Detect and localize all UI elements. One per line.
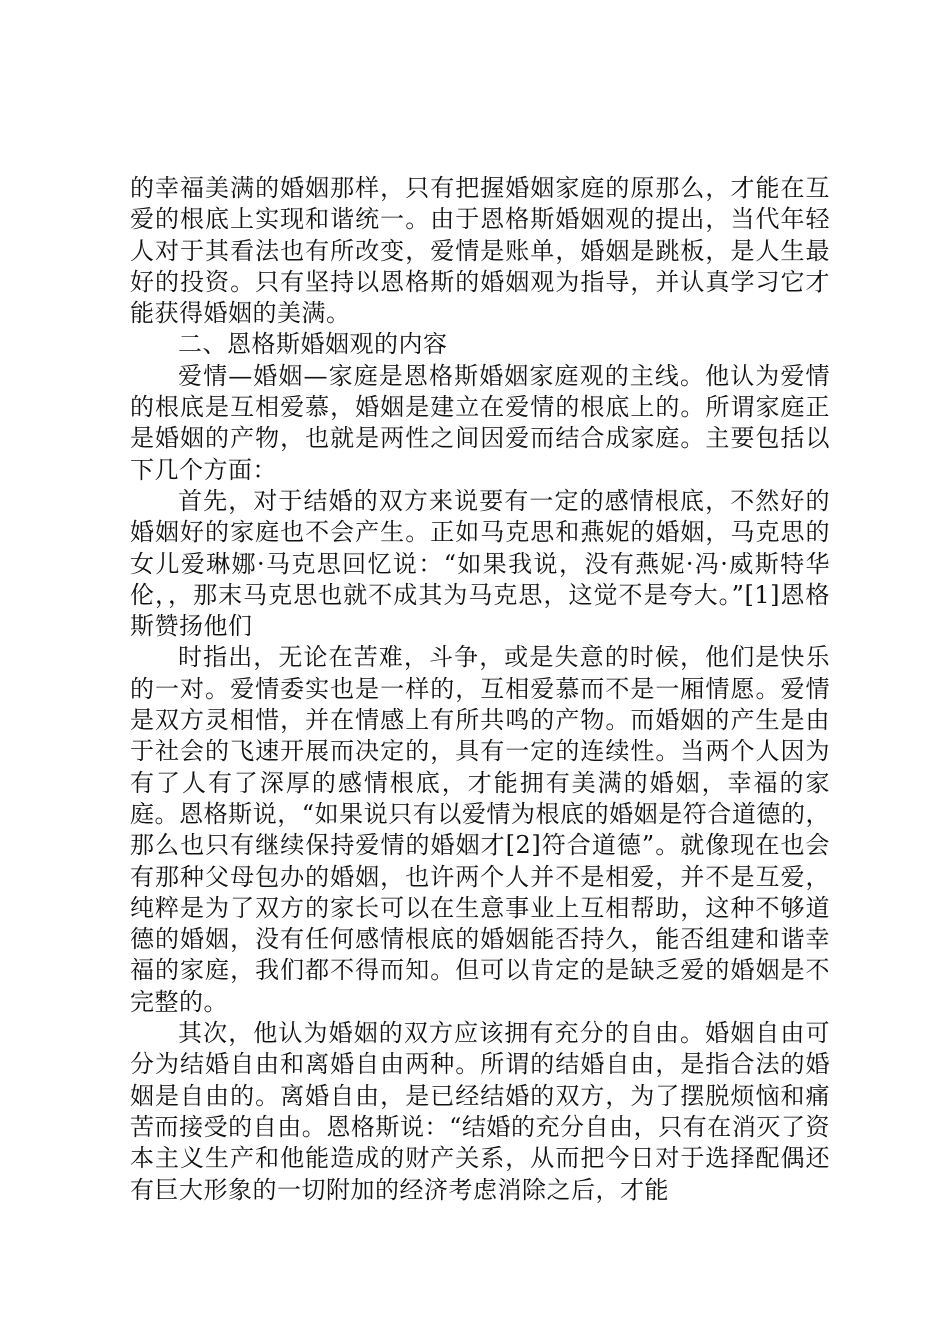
paragraph-first-point: 首先，对于结婚的双方来说要有一定的感情根底，不然好的婚姻好的家庭也不会产生。正如马克思和燕妮的婚姻，马克思的女儿爱琳娜·马克思回忆说：“如果我说，没有燕妮·冯·威斯特华伦，，那末马克思也就不成其为马克思，这觉不是夸大。”[1]恩格斯赞扬他们 (130, 486, 830, 641)
section-heading: 二、恩格斯婚姻观的内容 (178, 330, 448, 359)
paragraph-continuation: 的幸福美满的婚姻那样，只有把握婚姻家庭的原那么，才能在互爱的根底上实现和谐统一。由于恩格斯婚姻观的提出，当代年轻人对于其看法也有所改变，爱情是账单，婚姻是跳板，是人生最好的投资。只有坚持以恩格斯的婚姻观为指导，并认真学习它才能获得婚姻的美满。 (130, 174, 830, 328)
document-body (130, 173, 830, 1206)
paragraph-first-point-continued: 时指出，无论在苦难，斗争，或是失意的时候，他们是快乐的一对。爱情委实也是一样的，互相爱慕而不是一厢情愿。爱情是双方灵相惜，并在情感上有所共鸣的产物。而婚姻的产生是由于社会的飞速开展而决定的，具有一定的连续性。当两个人因为有了人有了深厚的感情根底，才能拥有美满的婚姻，幸福的家庭。恩格斯说，“如果说只有以爱情为根底的婚姻是符合道德的，那么也只有继续保持爱情的婚姻才[2]符合道德”。就像现在也会有那种父母包办的婚姻，也许两个人并不是相爱，并不是互爱，纯粹是为了双方的家长可以在生意事业上互相帮助，这种不够道德的婚姻，没有任何感情根底的婚姻能否持久，能否组建和谐幸福的家庭，我们都不得而知。但可以肯定的是缺乏爱的婚姻是不完整的。 (130, 643, 830, 1016)
paragraph-second-point: 其次，他认为婚姻的双方应该拥有充分的自由。婚姻自由可分为结婚自由和离婚自由两种。所谓的结婚自由，是指合法的婚姻是自由的。离婚自由，是已经结婚的双方，为了摆脱烦恼和痛苦而接受的自由。恩格斯说：“结婚的充分自由，只有在消灭了资本主义生产和他能造成的财产关系，从而把今日对于选择配偶还有巨大形象的一切附加的经济考虑消除之后，才能 (130, 1019, 830, 1204)
paragraph-intro: 爱情—婚姻—家庭是恩格斯婚姻家庭观的主线。他认为爱情的根底是互相爱慕，婚姻是建立在爱情的根底上的。所谓家庭正是婚姻的产物，也就是两性之间因爱而结合成家庭。主要包括以下几个方面： (130, 361, 830, 484)
